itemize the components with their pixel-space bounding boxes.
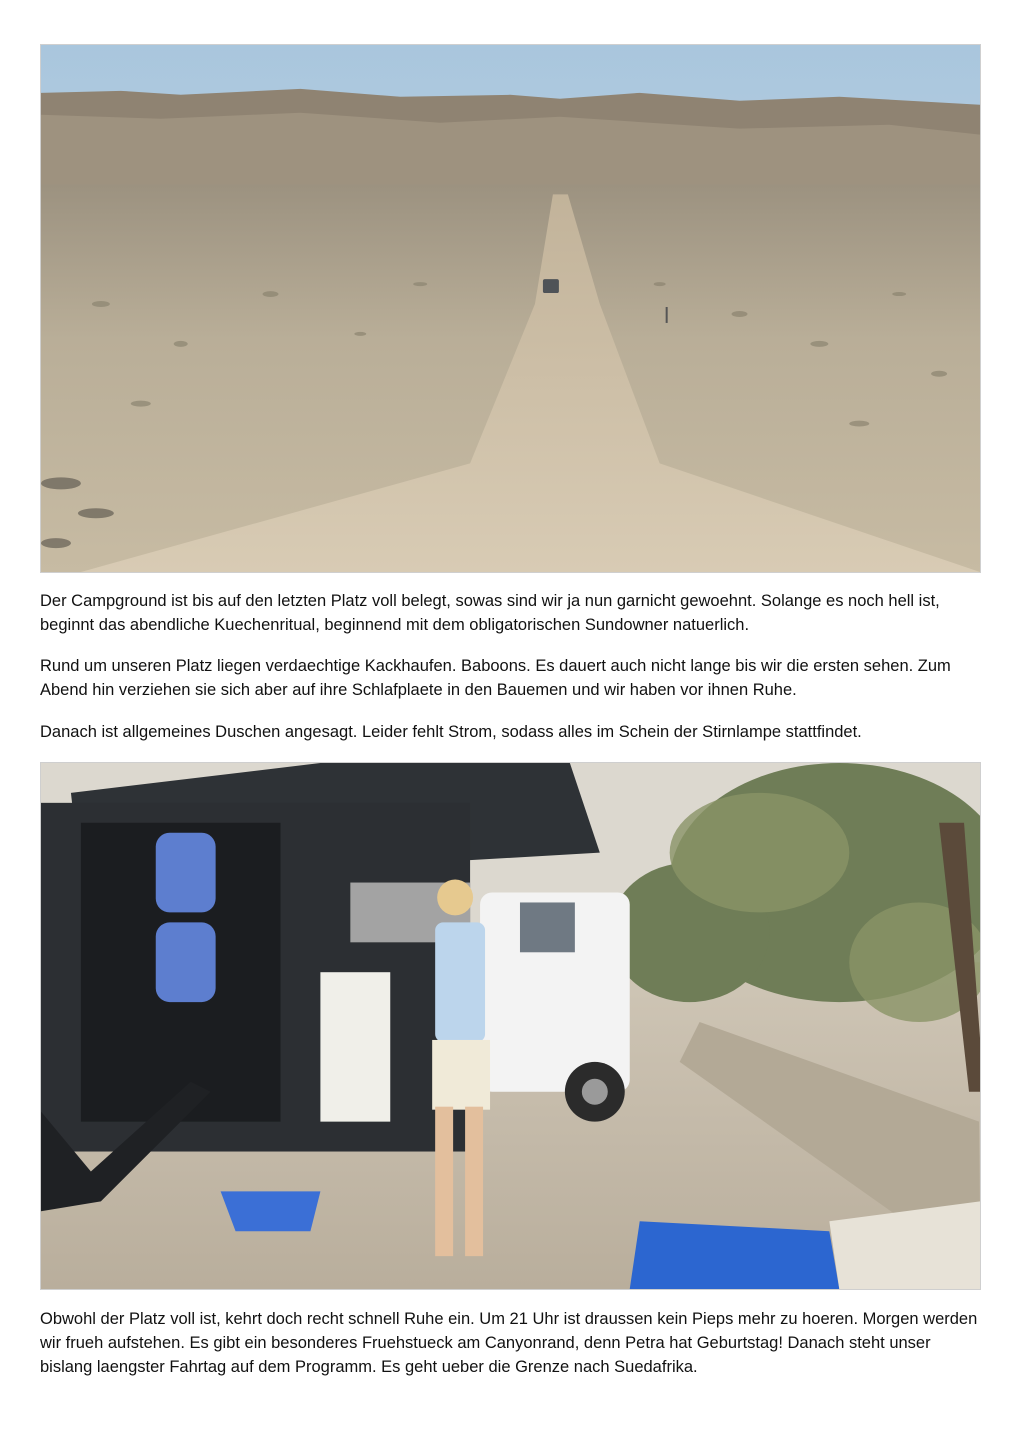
paragraph-shower: Danach ist allgemeines Duschen angesagt. Leider fehlt Strom, sodass alles im Schein der Stirnlampe stattfindet. [40,723,862,741]
desert-road-illustration [41,45,980,572]
paragraph-baboons: Rund um unseren Platz liegen verdaechtige Kackhaufen. Baboons. Es dauert auch nicht lange bis wir die ersten sehen. Zum Abend hin verziehen sie sich aber auf ihre Schlafplaete in den Bauemen und wir haben vor ihnen Ruhe. [40,657,951,699]
paragraph-quiet-night: Obwohl der Platz voll ist, kehrt doch recht schnell Ruhe ein. Um 21 Uhr ist draussen kein Pieps mehr zu hoeren. Morgen werden wir frueh aufstehen. Es gibt ein besonderes Fruehstueck am Canyonrand, denn Petra hat Geburtstag! Danach steht unser bislang laengster Fahrtag auf dem Programm. Es geht ueber die Grenze nach Suedafrika. [40,1310,978,1376]
desert-road-photo [40,44,981,573]
camper-kitchen-illustration [41,763,980,1289]
camper-kitchen-photo [40,762,981,1290]
paragraph-campground: Der Campground ist bis auf den letzten Platz voll belegt, sowas sind wir ja nun garnicht gewoehnt. Solange es noch hell ist, beginnt das abendliche Kuechenritual, beginnend mit dem obligatorischen Sundowner natuerlich. [40,592,940,634]
